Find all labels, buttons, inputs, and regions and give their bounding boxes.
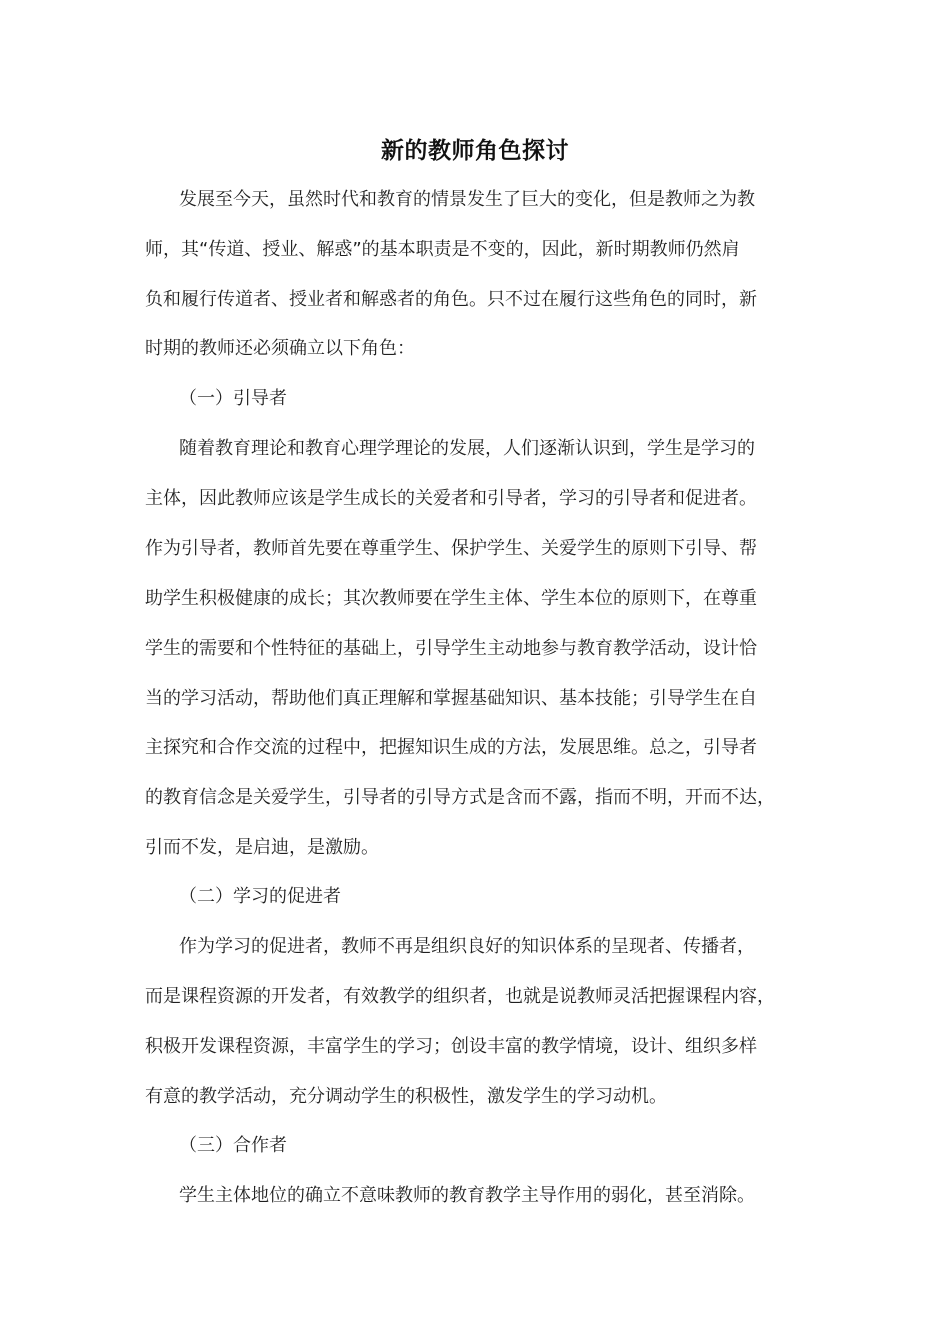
section-heading-guide: （一）引导者 [179, 388, 287, 409]
paragraph-2-line-5: 学生的需要和个性特征的基础上，引导学生主动地参与教育教学活动，设计恰 [145, 638, 757, 659]
section-heading-promoter: （二）学习的促进者 [179, 886, 341, 907]
paragraph-2-line-1: 随着教育理论和教育心理学理论的发展，人们逐渐认识到，学生是学习的 [179, 438, 755, 459]
paragraph-1-line-4: 时期的教师还必须确立以下角色： [145, 338, 415, 359]
section-heading-collaborator: （三）合作者 [179, 1135, 287, 1156]
paragraph-4-line-1: 学生主体地位的确立不意味教师的教育教学主导作用的弱化，甚至消除。 [179, 1185, 755, 1206]
paragraph-3-line-2: 而是课程资源的开发者，有效教学的组织者，也就是说教师灵活把握课程内容， [145, 986, 775, 1007]
paragraph-3-line-1: 作为学习的促进者，教师不再是组织良好的知识体系的呈现者、传播者， [179, 936, 755, 957]
paragraph-2-line-7: 主探究和合作交流的过程中，把握知识生成的方法，发展思维。总之，引导者 [145, 737, 757, 758]
paragraph-1-line-2: 师，其“传道、授业、解惑”的基本职责是不变的，因此，新时期教师仍然肩 [145, 239, 740, 260]
paragraph-1-line-1: 发展至今天，虽然时代和教育的情景发生了巨大的变化，但是教师之为教 [179, 189, 755, 210]
paragraph-2-line-9: 引而不发，是启迪，是激励。 [145, 837, 379, 858]
paragraph-2-line-2: 主体，因此教师应该是学生成长的关爱者和引导者，学习的引导者和促进者。 [145, 488, 757, 509]
paragraph-2-line-3: 作为引导者，教师首先要在尊重学生、保护学生、关爱学生的原则下引导、帮 [145, 538, 757, 559]
document-title: 新的教师角色探讨 [381, 138, 569, 164]
paragraph-2-line-6: 当的学习活动，帮助他们真正理解和掌握基础知识、基本技能；引导学生在自 [145, 688, 757, 709]
paragraph-3-line-4: 有意的教学活动，充分调动学生的积极性，激发学生的学习动机。 [145, 1086, 667, 1107]
paragraph-1-line-3: 负和履行传道者、授业者和解惑者的角色。只不过在履行这些角色的同时，新 [145, 289, 757, 310]
paragraph-3-line-3: 积极开发课程资源，丰富学生的学习；创设丰富的教学情境，设计、组织多样 [145, 1036, 757, 1057]
paragraph-2-line-4: 助学生积极健康的成长；其次教师要在学生主体、学生本位的原则下，在尊重 [145, 588, 757, 609]
paragraph-2-line-8: 的教育信念是关爱学生，引导者的引导方式是含而不露，指而不明，开而不达， [145, 787, 775, 808]
